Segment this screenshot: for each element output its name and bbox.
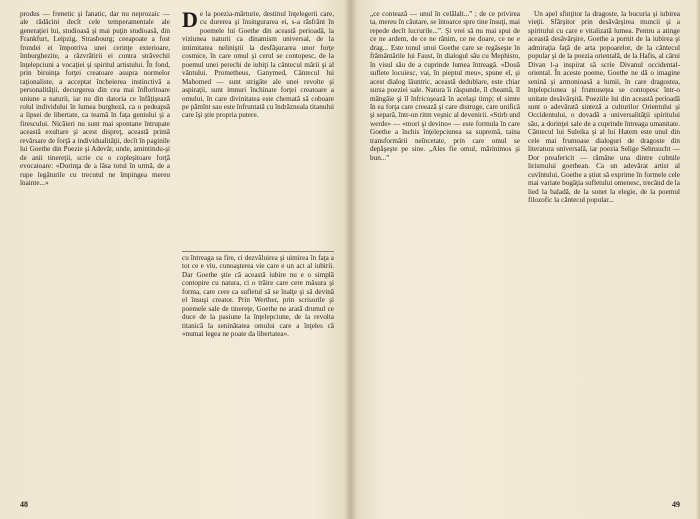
right-col2-text: Un apel sfinţitor la dragoste, la bucuria şi iubirea vieţii. Sfârşitor prin desăvârşirea muncii şi a spiritului cu care e vitalizată lumea. Pentru a atinge această desăvârşire, Goethe a pornit de la iubirea şi admiraţia faţă de arta popoarelor, de la cântecul popular şi de la poezia orientală, de la Hafis, al cărui Divan l-a inspirat să scrie Divanul occidental-oriental. În aceste poeme, Goethe ne dă o imagine senină şi armonioasă a lumii, în care dragostea, înţelepciunea şi frumuseţea se contopesc într-o unitate desăvârşită. Poeziile lui din această perioadă sunt o adevărată sinteză a culturilor Orientului şi Occidentului, o dovadă a universalităţii spiritului său, a dorinţei sale de a cuprinde întreaga umanitate. Cântecul lui Suleika şi al lui Hatem este unul din cele mai frumoase dialoguri de dragoste din literatura universală, iar poezia Selige Sehnsucht — Dor preafericit — rămâne una dintre culmile lirismului goethean. Ca un adevărat artist al cuvîntului, Goethe a ştiut să exprime în formele cele mai variate bogăţia sufletului omenesc, trecând de la lied la baladă, de la sonet la elegie, de la poemul filozofic la cântecul popular... xyxy=(528,10,680,204)
right-col1-text: „ce contează — unul în celălalt...” ; de ce privirea ta, mereu în căutare, se întoarce spre tine însuţi, mai repede decît lucrurile...”. Şi vrei să nu mai spui de ce ne ardem, de ce ne rănim, ce ne doare, ce ne e drag... Este tonul unui Goethe care se regăseşte în frământările lui Faust, în dialogul său cu Mephisto, în visul său de a cuprinde lumea întreagă. «Două suflete locuiesc, vai, în pieptul meu», spune el, şi acest dialog lăuntric, această dedublare, este chiar sursa poeziei sale. Natura îi răspunde, îl cheamă, îl mângâie şi îl înfricoşează în acelaşi timp; el simte în ea forţa care creează şi care distruge, care unifică şi separă, într-un ritm veşnic al devenirii. «Stirb und werde» — «mori şi devino» — este formula în care Goethe a închis înţelepciunea sa supremă, taina transformării neîncetate, prin care omul se depăşeşte pe sine. „Ales fie omul, mărinimos şi bun...” xyxy=(370,10,520,162)
column-divider xyxy=(182,251,334,252)
page-number-left: 48 xyxy=(20,500,28,509)
left-col2-text: e la poezia-mărturie, destinul înţelegerii care, cu durerea şi însingurarea ei, s-a răsfrânt în poemele lui Goethe din această perioadă, la viziunea naturii ca dinamism universal, de la intimitatea neliniştii la desfăşurarea unor forţe cosmice, în care omul şi cerul se contopesc, de la poemul unei perechi de iubiţi la cântecul mării şi al vântului. Prometheus, Ganymed, Cântecul lui Mahomed — sunt strigăte ale unei revolte şi aspiraţii, sunt imnuri închinate forţei creatoare a omului, în care divinitatea este chemată să coboare pe pămînt sau este înfruntată cu îndrăzneala titanului care îşi ştie propria putere. xyxy=(182,10,334,120)
drop-cap: D xyxy=(182,10,198,32)
right-page-column-1 xyxy=(370,10,520,488)
left-page-column-2 xyxy=(182,10,334,250)
left-page-column-3 xyxy=(182,254,334,488)
right-page-column-2 xyxy=(528,10,680,488)
page-edge xyxy=(696,0,700,519)
right-page xyxy=(358,10,690,510)
page-number-right: 49 xyxy=(672,500,680,509)
left-col1-text: produs — frenetic şi fanatic, dar nu neprozaic — ale rădăcini decît cele temperamentale ale generaţiei lui, studioasă şi mai puţin studioasă, din Frankfurt, Leipzig, Strasbourg; ceeapoate a fost frondei ei împotriva unei cerinţe exterioare, îmburghezite, a răzvrătirii ei contra străvechii înţelepciuni a vocaţiei şi spiritul artistului. În fond, prin biruinţa forţei creatoare asupra normelor raţionaliste, a acceptat încheierea instinctivă a personalităţii, decurgerea din cea mai înfloritoare uniune a naturii, iar nu din datoria ce înfăţişează rolul individului în lumea burgheză, ca o pedeapsă a lipsei de libertate, ca teamă în faţa geniului şi a firescului. Nicăieri nu sunt mai spontane întrupate această exultare şi acest dispreţ, această primă revărsare de forţă a individualităţii, decît în paginile lui Goethe din Poezie şi Adevăr, unde, amintindu-şi de anii tinereţii, scrie cu o copleşitoare forţă evocatoare: «Dorinţa de a lăsa totul în urmă, de a rupe legăturile cu trecutul ne împingea mereu înainte...» xyxy=(20,10,170,188)
left-page xyxy=(12,10,348,510)
left-col3-text: cu întreaga sa fire, ci dezvăluirea şi uimirea în faţa a tot ce e viu, cunoaşterea vie care e un act al iubirii. Dar Goethe ştie că această iubire nu e o simplă contopire cu natura, ci o trăire care cere măsura şi forma, care cere ca sufletul să se înalţe şi să devină el însuşi creator. Prin Werther, prin scrisorile şi poemele sale de tinereţe, Goethe ne arată drumul ce duce de la pasiune la înţelepciune, de la revolta titanică la seninătatea omului care a înţeles că «numai legea ne poate da libertatea». xyxy=(182,254,334,339)
left-page-column-1 xyxy=(20,10,170,488)
